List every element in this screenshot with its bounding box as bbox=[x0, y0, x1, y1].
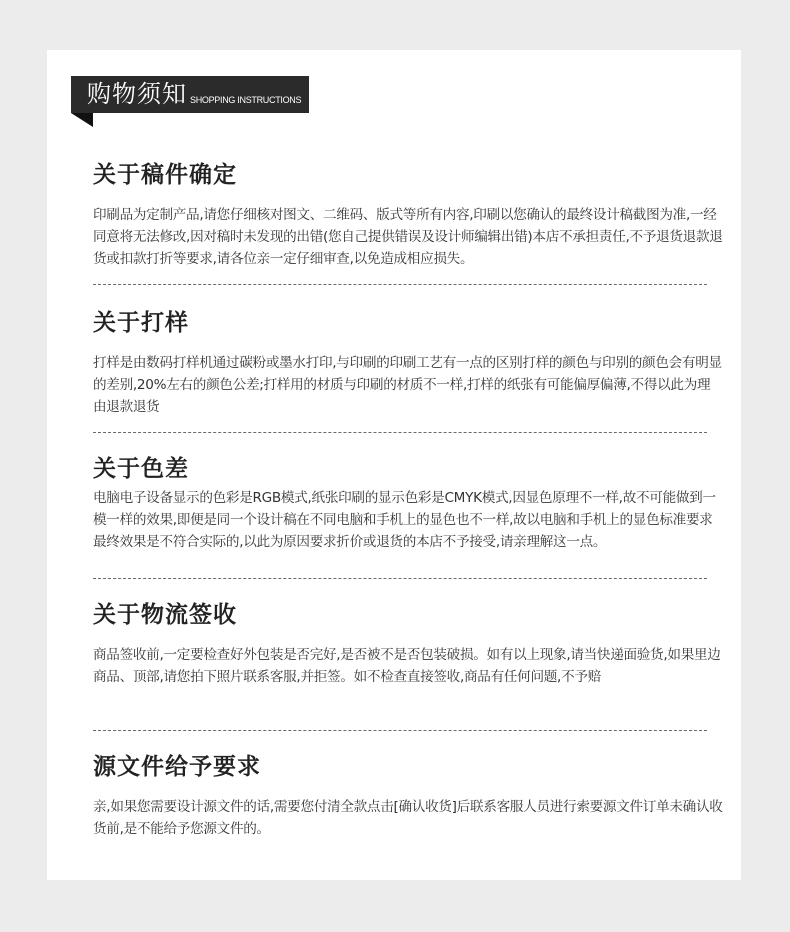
section-divider bbox=[93, 432, 707, 433]
section-title: 关于稿件确定 bbox=[93, 162, 237, 188]
banner-title: 购物须知 bbox=[87, 80, 187, 108]
section-body: 印刷品为定制产品,请您仔细核对图文、二维码、版式等所有内容,印刷以您确认的最终设计稿截图为准,一经同意将无法修改,因对稿时未发现的出错(您自己提供错误及设计师编辑出错)本店不承担责任,不予退货退款退货或扣款打折等要求,请各位亲一定仔细审查,以免造成相应损失。 bbox=[93, 207, 723, 267]
banner-subtitle: SHOPPING INSTRUCTIONS bbox=[190, 95, 302, 105]
section-divider bbox=[93, 284, 707, 285]
section-proofing bbox=[93, 308, 723, 418]
section-logistics-receipt bbox=[93, 600, 723, 688]
section-color-difference bbox=[93, 454, 723, 553]
section-divider bbox=[93, 730, 707, 731]
section-divider bbox=[93, 578, 707, 579]
section-draft-confirmation bbox=[93, 160, 723, 270]
banner-fold-shadow bbox=[71, 113, 93, 127]
section-source-file bbox=[93, 752, 723, 840]
section-title: 关于色差 bbox=[93, 456, 189, 482]
section-title: 关于打样 bbox=[93, 310, 189, 336]
header-banner bbox=[71, 76, 309, 113]
section-body: 电脑电子设备显示的色彩是RGB模式,纸张印刷的显示色彩是CMYK模式,因显色原理不一样,故不可能做到一模一样的效果,即便是同一个设计稿在不同电脑和手机上的显色也不一样,故以电脑和手机上的显色标准要求最终效果是不符合实际的,以此为原因要求折价或退货的本店不予接受,请亲理解这一点。 bbox=[93, 490, 716, 550]
section-body: 打样是由数码打样机通过碳粉或墨水打印,与印刷的印刷工艺有一点的区别打样的颜色与印别的颜色会有明显的差别,20%左右的颜色公差;打样用的材质与印刷的材质不一样,打样的纸张有可能偏厚偏薄,不得以此为理由退款退货 bbox=[93, 355, 722, 415]
section-title: 关于物流签收 bbox=[93, 602, 237, 628]
section-body: 亲,如果您需要设计源文件的话,需要您付清全款点击[确认收货]后联系客服人员进行索要源文件订单未确认收货前,是不能给予您源文件的。 bbox=[93, 799, 723, 837]
shopping-notice-card bbox=[47, 50, 741, 880]
section-body: 商品签收前,一定要检查好外包装是否完好,是否被不是否包装破损。如有以上现象,请当快递面验货,如果里边商品、顶部,请您拍下照片联系客服,并拒签。如不检查直接签收,商品有任何问题,不予赔 bbox=[93, 647, 721, 685]
section-title: 源文件给予要求 bbox=[93, 754, 261, 780]
